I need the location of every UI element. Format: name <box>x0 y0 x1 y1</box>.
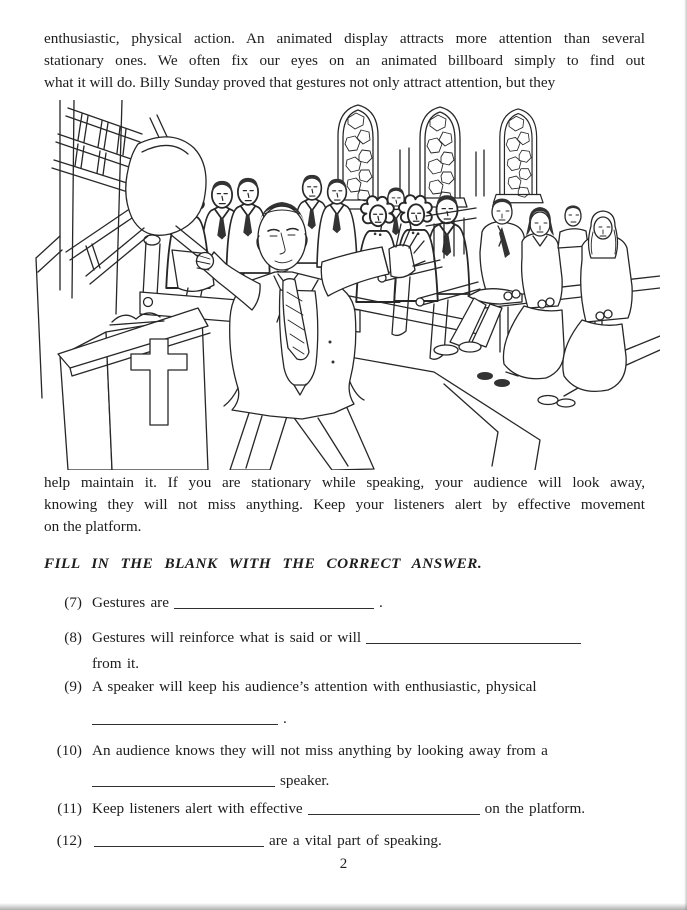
scan-edge-shadow <box>0 903 687 910</box>
section-heading: FILL IN THE BLANK WITH THE CORRECT ANSWER. <box>44 555 483 572</box>
pulpit <box>58 308 210 470</box>
answer-blank <box>174 595 374 609</box>
question-text-post: speaker. <box>280 772 330 789</box>
paragraph-line: on the platform. <box>44 518 142 535</box>
question-8 <box>44 627 645 675</box>
question-number: (8) <box>64 629 82 646</box>
answer-blank <box>366 630 581 644</box>
question-text: Gestures are <box>92 594 169 611</box>
gothic-window <box>493 109 543 203</box>
question-text: Keep listeners alert with effective <box>92 800 303 817</box>
question-11 <box>44 798 645 820</box>
question-text: An audience knows they will not miss anything by looking away from a <box>92 742 548 759</box>
page-number: 2 <box>339 856 348 872</box>
seated-young-man <box>558 206 588 249</box>
question-text: Gestures will reinforce what is said or will <box>92 629 362 646</box>
question-12 <box>44 830 645 852</box>
question-10 <box>44 740 645 792</box>
paragraph-line: help maintain it. If you are stationary while speaking, your audience will look away, <box>44 474 645 491</box>
answer-blank <box>92 711 278 725</box>
question-text-post: on the platform. <box>484 800 586 817</box>
bottom-paragraph <box>44 472 645 538</box>
question-text-post: are a vital part of speaking. <box>269 832 442 849</box>
answer-blank <box>308 801 480 815</box>
illustration-svg <box>30 100 660 470</box>
front-right-group <box>434 199 660 408</box>
question-text: A speaker will keep his audience’s attention with enthusiastic, physical <box>92 678 537 695</box>
question-number: (9) <box>64 678 82 695</box>
answer-blank <box>92 773 275 787</box>
church-sermon-illustration <box>30 100 660 470</box>
paragraph-line: stationary ones. We often fix our eyes on an animated billboard simply to find out <box>44 52 645 69</box>
question-number: (10) <box>56 742 82 759</box>
question-number: (12) <box>56 832 82 849</box>
question-text-post: . <box>378 594 383 611</box>
question-text-line2: from it. <box>92 655 140 672</box>
answer-blank <box>94 833 264 847</box>
paragraph-line: enthusiastic, physical action. An animated display attracts more attention than several <box>44 30 645 47</box>
paragraph-line: what it will do. Billy Sunday proved that gestures not only attract attention, but they <box>44 74 556 91</box>
paragraph-line: knowing they will not miss anything. Keep your listeners alert by effective movement <box>44 496 645 513</box>
top-paragraph <box>44 28 645 94</box>
fill-in-blank-questions <box>44 592 645 852</box>
question-7 <box>44 592 645 614</box>
question-9 <box>44 676 645 730</box>
gothic-window <box>413 107 467 207</box>
question-text-post: . <box>283 710 287 727</box>
question-number: (11) <box>57 800 82 817</box>
question-number: (7) <box>64 594 82 611</box>
